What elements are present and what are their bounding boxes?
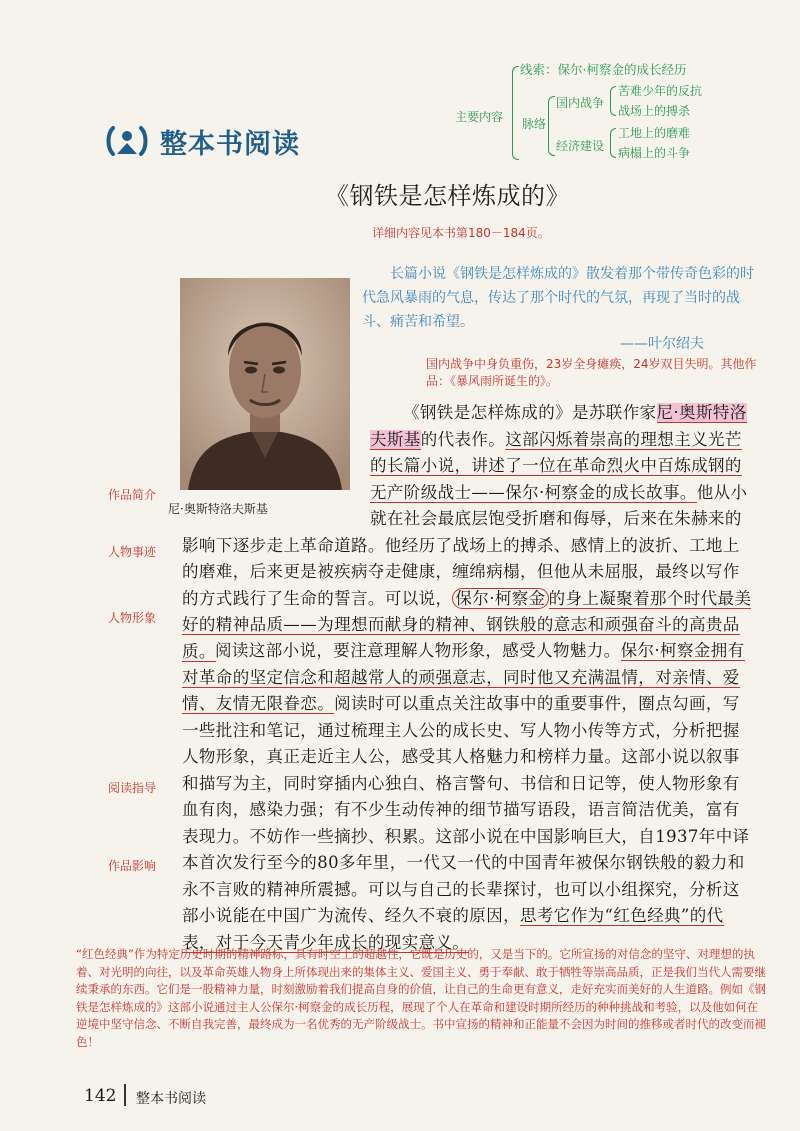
mindmap-civil-1: 苦难少年的反抗 (618, 84, 703, 98)
mindmap-bracket-vein (548, 96, 555, 156)
mindmap-econ-2: 病榻上的斗争 (618, 146, 691, 160)
p2-sentence-1: 阅读这部小说，要注意理解人物形象，感受人物魅力。 (215, 641, 621, 660)
quote-author: ——叶尔绍夫 (620, 336, 704, 352)
mindmap-bracket-econ (610, 128, 616, 158)
p2-sentence-3: 阅读时可以重点关注故事中的重要事件，圈点勾画，写一些批注和笔记，通过梳理主人公的成长史、写人物小传等方式，分析把握人物形象，真正走近主人公，感受其人格魅力和榜样力量。这部小说以叙事和描写为主，同时穿插内心独白、格言警句、书信和日记等，使人物形象有血有肉，感染力强；有不少生动传神的细节描写语段，语言简洁优美，富有表现力。不妨作一些摘抄、积累。这部小说在中国影响巨大，自1937年中译本首次发行至今的80多年里，一代又一代的中国青年被保尔钢铁般的毅力和永不言败的精神所震撼。可以与自己的长辈探讨，也可以小组探究，分析这部小说能在中国广为流传、经久不衰的原因， (182, 694, 750, 925)
reading-icon (104, 124, 150, 158)
p2-sentence-4: 思考它作为“红色经典”的代表，对于今天青少年成长的现实意义。 (182, 906, 724, 952)
book-title: 《钢铁是怎样炼成的》 (325, 182, 570, 210)
margin-note-deeds: 人物事迹 (108, 545, 157, 559)
page-number: 142 (84, 1086, 117, 1106)
portrait-caption: 尼·奥斯特洛夫斯基 (168, 502, 268, 516)
mindmap-clue (520, 60, 687, 78)
mindmap-econ-1: 工地上的磨难 (618, 126, 691, 140)
mindmap-econ: 经济建设 (556, 139, 605, 153)
p2-sentence-2: 保尔·柯察金拥有对革命的坚定信念和超越常人的顽强意志，同时他又充满温情，对亲情、爱情、友情无限眷恋。 (182, 641, 745, 713)
author-note: 国内战争中身负重伤，23岁全身瘫痪，24岁双目失明。其他作品：《暴风雨所诞生的》。 (426, 357, 757, 388)
margin-note-image: 人物形象 (108, 611, 157, 625)
mindmap-bracket-civil (610, 86, 616, 116)
footer-label: 整本书阅读 (136, 1091, 206, 1107)
margin-note-influence: 作品影响 (108, 859, 157, 873)
p1-sentence-5: 的身上凝聚着那个时代最美好的精神品质——为理想而献身的精神、钢铁般的意志和顽强奋斗的高贵品质。 (182, 588, 752, 661)
p1-sentence-1: 《钢铁是怎样炼成的》是苏联作家 (403, 403, 657, 422)
p1-sentence-4: 他从小就在社会最底层饱受折磨和侮辱，后来在朱赫来的影响下逐步走上革命道路。他经历了战场上的搏杀、感情上的波折、工地上的磨难，后来更是被疾病夺走健康，缠绵病榻，但他从未屈服，最终以写作的方式践行了生命的誓言。可以说， (182, 482, 748, 608)
detail-note: 详细内容见本书第180－184页。 (372, 226, 550, 240)
mindmap-bracket-root (512, 66, 519, 160)
mindmap-civil-war: 国内战争 (556, 96, 605, 110)
p1-sentence-3: 这部闪烁着崇高的理想主义光芒的长篇小说，讲述了一位在革命烈火中百炼成钢的无产阶级战士——保尔·柯察金的成长故事。 (370, 429, 742, 502)
mindmap-vein: 脉络 (522, 117, 547, 131)
portrait-float-spacer (182, 400, 370, 532)
section-title: 整本书阅读 (160, 129, 300, 160)
intro-paragraph (182, 400, 752, 665)
mindmap-clue-label: 线索： (520, 62, 558, 77)
bottom-annotation: “红色经典”作为特定历史时期的精神路标，具有时空上的超越性，它既是历史的，又是当下的。它所宣扬的对信念的坚守、对理想的执着、对光明的向往，以及革命英雄人物身上所体现出来的集体主义、爱国主义、勇于奉献、敢于牺牲等崇高品质，正是我们当代人需要继续秉承的东西。它们是一股精神力量，时刻激励着我们提高自身的价值，让自己的生命更有意义，走好充实而美好的人生道路。例如《钢铁是怎样炼成的》这部小说通过主人公保尔·柯察金的成长历程，展现了个人在革命和建设时期所经历的种种挑战和考验，以及他如何在逆境中坚守信念、不断自我完善，最终成为一名优秀的无产阶级战士。书中宣扬的精神和正能量不会因为时间的推移或者时代的改变而褪色！ (76, 947, 766, 1049)
guide-paragraph (182, 638, 752, 956)
footer-divider (124, 1084, 126, 1106)
quote-text: 长篇小说《钢铁是怎样炼成的》散发着那个带传奇色彩的时代急风暴雨的气息，传达了那个时代的气氛，再现了当时的战斗、痛苦和希望。 (362, 266, 754, 330)
margin-note-guide: 阅读指导 (108, 781, 157, 795)
mindmap-root: 主要内容 (455, 110, 504, 124)
mindmap-civil-2: 战场上的搏杀 (618, 104, 691, 118)
p1-author-name: 尼·奥斯特洛夫斯基 (370, 403, 747, 449)
margin-note-intro: 作品简介 (108, 488, 157, 502)
mindmap-clue-text: 保尔·柯察金的成长经历 (557, 62, 687, 77)
p1-sentence-2: 的代表作。 (420, 429, 506, 449)
p1-hero-name: 保尔·柯察金 (452, 588, 548, 609)
